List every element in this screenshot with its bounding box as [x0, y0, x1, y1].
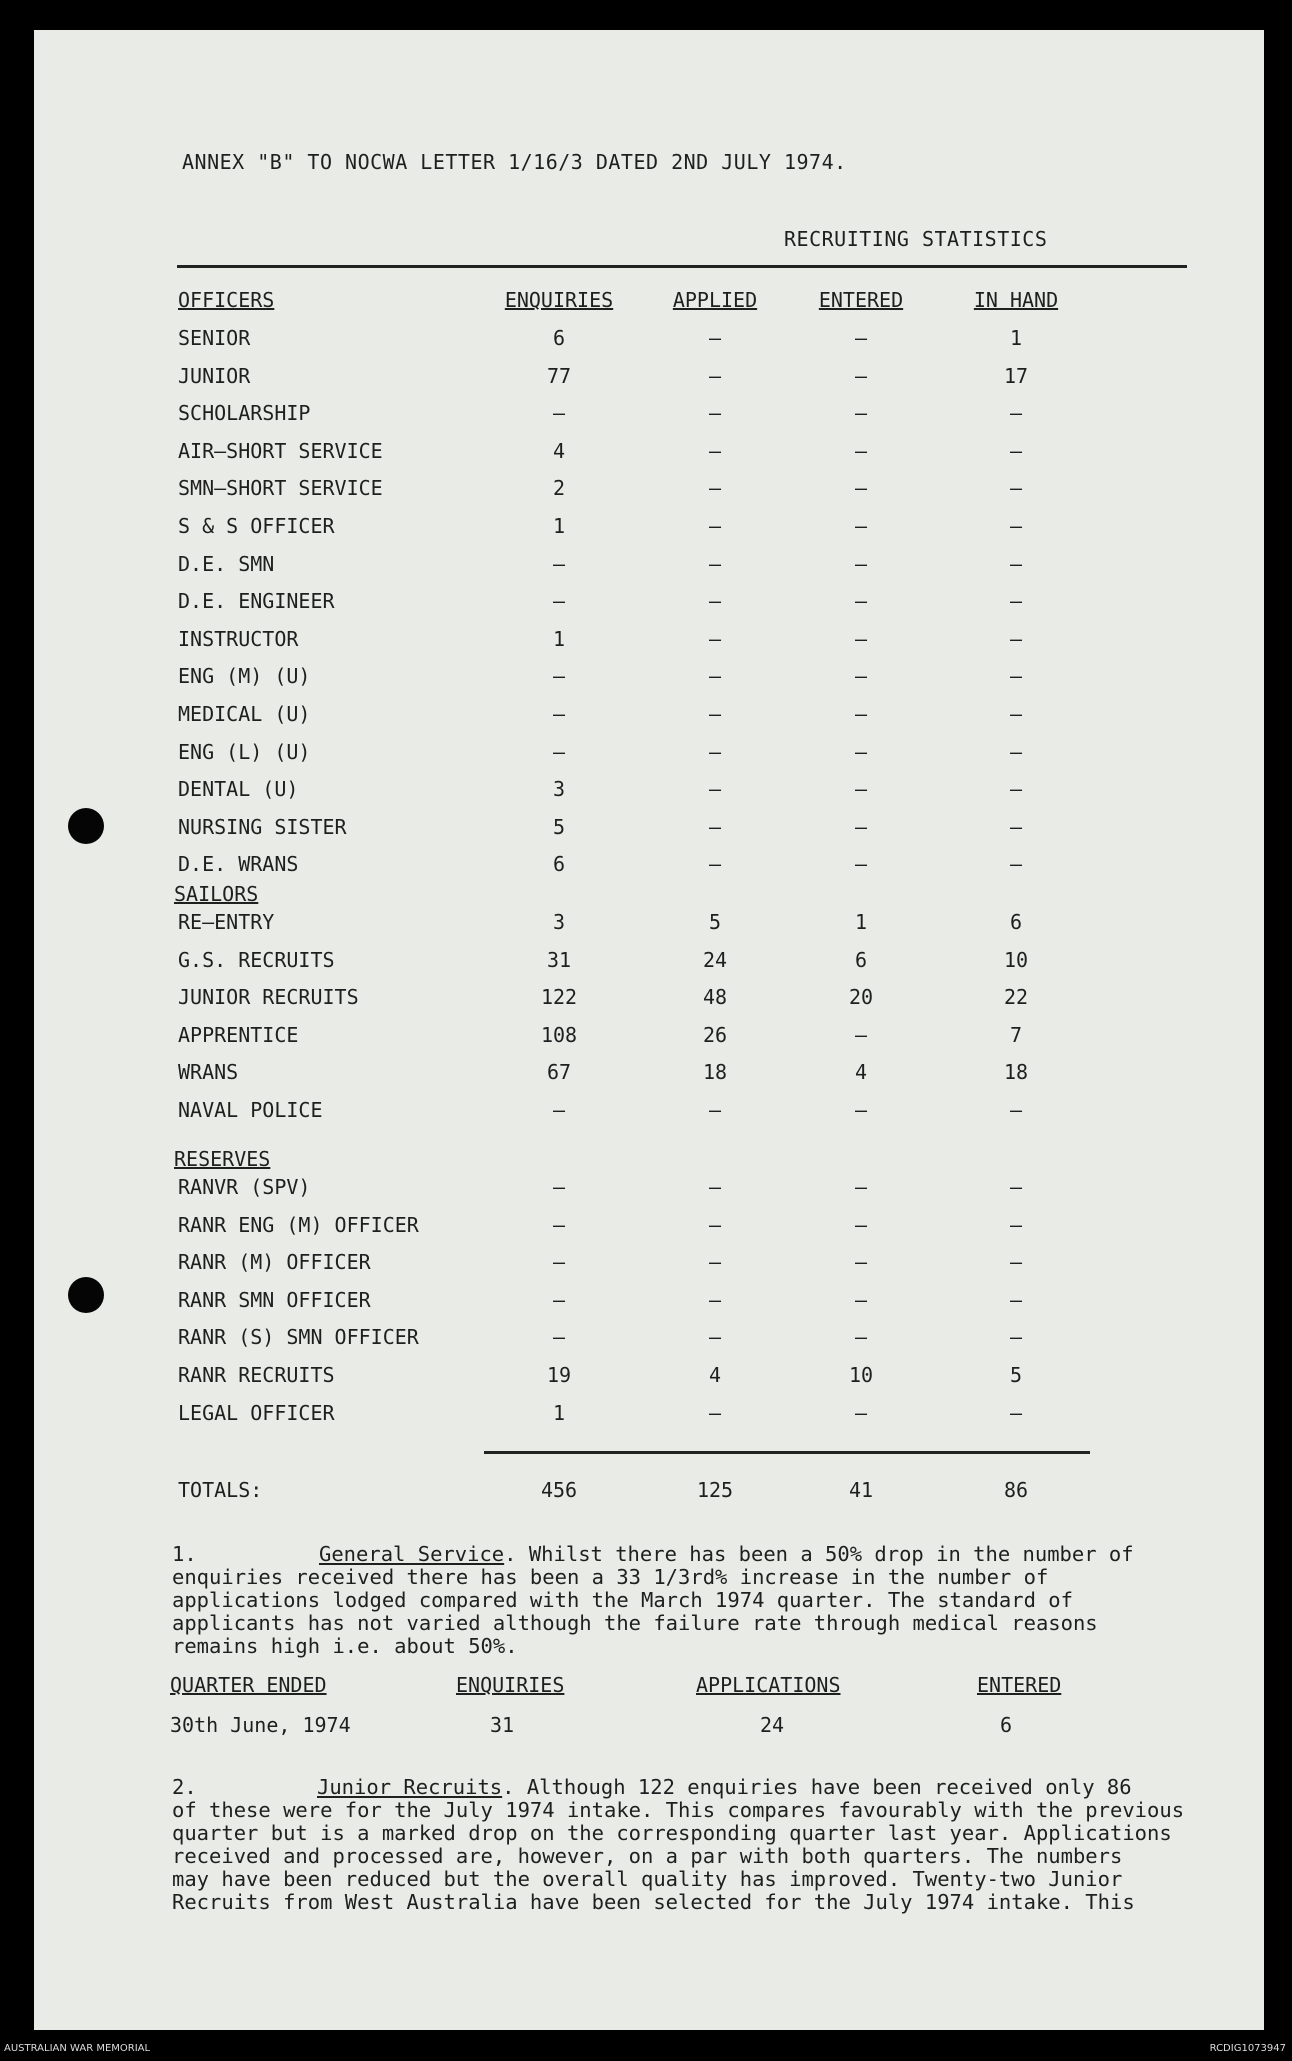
row-label: MEDICAL (U): [178, 702, 311, 726]
row-value: 20: [848, 985, 874, 1010]
table-row: [34, 439, 1264, 475]
reserves-heading: RESERVES: [174, 1147, 271, 1171]
row-label: SMN–SHORT SERVICE: [178, 476, 383, 501]
row-value: 1: [1009, 326, 1023, 350]
table-row: [34, 1060, 1264, 1096]
row-value: –: [1009, 1287, 1023, 1312]
table-row: [34, 1098, 1264, 1134]
row-value: 2: [552, 476, 566, 501]
table-row: [34, 815, 1264, 851]
table-row: [34, 1023, 1264, 1059]
para2-first-line: . Although 122 enquiries have been received only 86: [502, 1775, 1132, 1799]
table-row: [34, 1401, 1264, 1437]
row-value: –: [552, 702, 566, 726]
row-value: 18: [702, 1060, 728, 1085]
table-row: [34, 627, 1264, 663]
row-value: 1: [552, 1400, 566, 1425]
row-value: –: [1009, 1098, 1023, 1122]
table-row: [34, 552, 1264, 588]
row-value: –: [1009, 401, 1023, 426]
row-label: NURSING SISTER: [178, 814, 347, 839]
row-value: –: [1009, 1325, 1023, 1350]
row-label: JUNIOR: [178, 363, 251, 388]
row-value: 108: [540, 1022, 578, 1047]
row-value: –: [708, 777, 722, 802]
total-entered: 41: [848, 1478, 874, 1502]
row-value: –: [708, 852, 722, 877]
row-label: APPRENTICE: [178, 1022, 299, 1047]
row-label: S & S OFFICER: [178, 514, 335, 538]
row-value: –: [1009, 1400, 1023, 1425]
row-value: 1: [854, 910, 868, 934]
row-label: RANR SMN OFFICER: [178, 1287, 371, 1312]
row-value: 26: [702, 1022, 728, 1047]
row-value: 6: [552, 852, 566, 877]
row-label: WRANS: [178, 1060, 239, 1085]
row-value: 31: [546, 947, 572, 972]
row-value: –: [854, 476, 868, 501]
row-label: ENG (M) (U): [178, 664, 311, 689]
para2-title: Junior Recruits: [317, 1775, 503, 1799]
paragraph-1: [172, 1543, 1202, 1658]
row-value: –: [854, 777, 868, 802]
row-value: –: [1009, 514, 1023, 538]
row-value: –: [854, 1287, 868, 1312]
quarter-col-entered: ENTERED: [977, 1673, 1062, 1697]
table-row: [34, 1288, 1264, 1324]
row-value: –: [708, 1400, 722, 1425]
row-value: –: [708, 1212, 722, 1237]
col-entered: ENTERED: [818, 288, 904, 312]
row-value: –: [708, 739, 722, 764]
row-value: –: [854, 438, 868, 463]
table-row: [34, 910, 1264, 946]
row-value: –: [552, 1287, 566, 1312]
row-value: –: [552, 1250, 566, 1275]
row-value: –: [708, 626, 722, 651]
table-row: [34, 1325, 1264, 1361]
row-value: –: [708, 589, 722, 614]
row-value: –: [708, 401, 722, 426]
row-value: –: [854, 1400, 868, 1425]
quarter-col-applications: APPLICATIONS: [696, 1673, 841, 1697]
row-value: –: [552, 589, 566, 614]
row-value: 17: [1003, 363, 1029, 388]
row-label: JUNIOR RECRUITS: [178, 985, 359, 1010]
row-label: RANR (S) SMN OFFICER: [178, 1325, 419, 1350]
table-row: [34, 401, 1264, 437]
row-value: 4: [552, 438, 566, 463]
quarter-enquiries-value: 31: [490, 1713, 515, 1737]
row-value: 4: [854, 1060, 868, 1085]
row-value: –: [552, 1175, 566, 1199]
row-value: –: [1009, 739, 1023, 764]
row-value: –: [854, 1212, 868, 1237]
row-value: –: [1009, 1250, 1023, 1275]
officers-heading: OFFICERS: [178, 288, 275, 312]
row-value: –: [854, 1175, 868, 1199]
row-value: 18: [1003, 1060, 1029, 1085]
row-value: –: [552, 1098, 566, 1122]
row-value: 6: [552, 326, 566, 350]
row-label: RE–ENTRY: [178, 910, 275, 934]
row-label: D.E. ENGINEER: [178, 589, 335, 614]
para2-body: of these were for the July 1974 intake. This compares favourably with the previous quarter but is a marked drop on the corresponding quarter last year. Applications received and processed are, however, on a par with both quarters. The numbers may have been reduced but the overall quality has improved. Twenty-two Junior Recruits from West Australia have been selected for the July 1974 intake. This: [172, 1798, 1185, 1914]
annex-header: ANNEX "B" TO NOCWA LETTER 1/16/3 DATED 2ND JULY 1974.: [182, 150, 847, 174]
table-row: [34, 1175, 1264, 1211]
table-row: [34, 364, 1264, 400]
totals-rule: [484, 1451, 1090, 1454]
statistics-title: RECRUITING STATISTICS: [784, 227, 1048, 251]
para1-body: enquiries received there has been a 33 1/3rd% increase in the number of applications lodged compared with the March 1974 quarter. The standard of applicants has not varied although the failure rate through medical reasons remains high i.e. about 50%.: [172, 1565, 1098, 1658]
row-value: –: [1009, 664, 1023, 689]
row-value: –: [552, 551, 566, 576]
table-row: [34, 702, 1264, 738]
row-label: RANR ENG (M) OFFICER: [178, 1212, 419, 1237]
quarter-col-enquiries: ENQUIRIES: [456, 1673, 565, 1697]
col-enquiries: ENQUIRIES: [504, 288, 614, 312]
row-label: AIR–SHORT SERVICE: [178, 438, 383, 463]
row-value: 22: [1003, 985, 1029, 1010]
row-label: G.S. RECRUITS: [178, 947, 335, 972]
table-row: [34, 664, 1264, 700]
row-value: –: [854, 814, 868, 839]
quarter-col-ended: QUARTER ENDED: [170, 1673, 327, 1697]
table-row: [34, 948, 1264, 984]
para1-title: General Service: [319, 1542, 505, 1566]
row-value: 5: [552, 814, 566, 839]
para1-number: 1.: [172, 1542, 197, 1566]
row-value: –: [1009, 1212, 1023, 1237]
row-value: –: [854, 664, 868, 689]
table-row: [34, 1363, 1264, 1399]
row-value: –: [854, 363, 868, 388]
paragraph-2: [172, 1776, 1202, 1914]
row-value: –: [708, 363, 722, 388]
row-value: –: [552, 739, 566, 764]
table-row: [34, 740, 1264, 776]
row-value: –: [708, 326, 722, 350]
row-value: –: [708, 664, 722, 689]
row-value: 7: [1009, 1022, 1023, 1047]
total-enquiries: 456: [540, 1478, 578, 1502]
table-row: [34, 476, 1264, 512]
row-value: –: [854, 1325, 868, 1350]
quarter-header-row: [34, 1673, 1264, 1709]
footer-left: AUSTRALIAN WAR MEMORIAL: [4, 2043, 151, 2054]
row-value: –: [854, 326, 868, 350]
row-value: –: [552, 664, 566, 689]
para1-first-line: . Whilst there has been a 50% drop in the number of: [504, 1542, 1134, 1566]
quarter-applications-value: 24: [760, 1713, 785, 1737]
document-page: [34, 30, 1264, 2030]
top-rule: [177, 265, 1187, 268]
row-label: INSTRUCTOR: [178, 626, 299, 651]
row-value: 122: [540, 985, 578, 1010]
row-value: 5: [708, 910, 722, 934]
row-value: –: [854, 739, 868, 764]
row-label: RANR RECRUITS: [178, 1363, 335, 1387]
row-value: –: [552, 401, 566, 426]
para2-number: 2.: [172, 1775, 197, 1799]
table-row: [34, 1250, 1264, 1286]
row-value: 3: [552, 777, 566, 802]
row-value: –: [552, 1212, 566, 1237]
table-row: [34, 514, 1264, 550]
row-value: 10: [848, 1363, 874, 1387]
row-value: 1: [552, 514, 566, 538]
row-value: 10: [1003, 947, 1029, 972]
table-row: [34, 1213, 1264, 1249]
row-value: –: [854, 514, 868, 538]
row-value: 6: [1009, 910, 1023, 934]
row-value: –: [708, 1250, 722, 1275]
row-value: –: [854, 1250, 868, 1275]
row-value: –: [708, 1287, 722, 1312]
row-value: 48: [702, 985, 728, 1010]
row-value: 3: [552, 910, 566, 934]
row-value: 24: [702, 947, 728, 972]
row-value: 5: [1009, 1363, 1023, 1387]
row-value: 1: [552, 626, 566, 651]
row-value: –: [708, 814, 722, 839]
row-value: –: [1009, 702, 1023, 726]
total-in-hand: 86: [1003, 1478, 1029, 1502]
table-row: [34, 326, 1264, 362]
row-value: –: [708, 438, 722, 463]
totals-row: [34, 1478, 1264, 1514]
row-value: –: [1009, 476, 1023, 501]
row-value: –: [708, 551, 722, 576]
row-value: –: [708, 1175, 722, 1199]
row-value: –: [708, 702, 722, 726]
row-value: –: [854, 1098, 868, 1122]
row-value: –: [1009, 626, 1023, 651]
row-label: D.E. SMN: [178, 551, 275, 576]
row-value: –: [854, 852, 868, 877]
row-value: 77: [546, 363, 572, 388]
row-value: –: [1009, 589, 1023, 614]
row-value: 67: [546, 1060, 572, 1085]
table-row: [34, 589, 1264, 625]
row-value: –: [854, 551, 868, 576]
sailors-heading: SAILORS: [174, 882, 259, 906]
row-value: –: [708, 1325, 722, 1350]
row-value: –: [708, 1098, 722, 1122]
row-value: –: [552, 1325, 566, 1350]
row-value: –: [708, 514, 722, 538]
col-applied: APPLIED: [672, 288, 758, 312]
row-value: –: [1009, 551, 1023, 576]
row-label: SCHOLARSHIP: [178, 401, 311, 426]
row-value: –: [1009, 852, 1023, 877]
table-row: [34, 985, 1264, 1021]
row-label: SENIOR: [178, 326, 251, 350]
col-in-hand: IN HAND: [973, 288, 1059, 312]
quarter-data-row: [34, 1713, 1264, 1749]
row-label: LEGAL OFFICER: [178, 1400, 335, 1425]
totals-label: TOTALS:: [178, 1478, 263, 1502]
total-applied: 125: [696, 1478, 734, 1502]
row-label: NAVAL POLICE: [178, 1098, 323, 1122]
row-value: –: [854, 702, 868, 726]
row-label: DENTAL (U): [178, 777, 299, 802]
row-value: –: [1009, 777, 1023, 802]
row-label: ENG (L) (U): [178, 739, 311, 764]
row-value: –: [708, 476, 722, 501]
row-label: D.E. WRANS: [178, 852, 299, 877]
row-value: 4: [708, 1363, 722, 1387]
row-label: RANR (M) OFFICER: [178, 1250, 371, 1275]
row-value: 19: [546, 1363, 572, 1387]
quarter-entered-value: 6: [1000, 1713, 1013, 1737]
table-row: [34, 777, 1264, 813]
footer-right: RCDIG1073947: [1209, 2043, 1286, 2054]
row-value: –: [854, 1022, 868, 1047]
quarter-ended-value: 30th June, 1974: [170, 1713, 351, 1737]
column-header-row: [34, 288, 1264, 324]
row-label: RANVR (SPV): [178, 1175, 311, 1199]
row-value: –: [854, 626, 868, 651]
row-value: –: [854, 401, 868, 426]
row-value: 6: [854, 947, 868, 972]
row-value: –: [1009, 1175, 1023, 1199]
row-value: –: [854, 589, 868, 614]
row-value: –: [1009, 438, 1023, 463]
row-value: –: [1009, 814, 1023, 839]
